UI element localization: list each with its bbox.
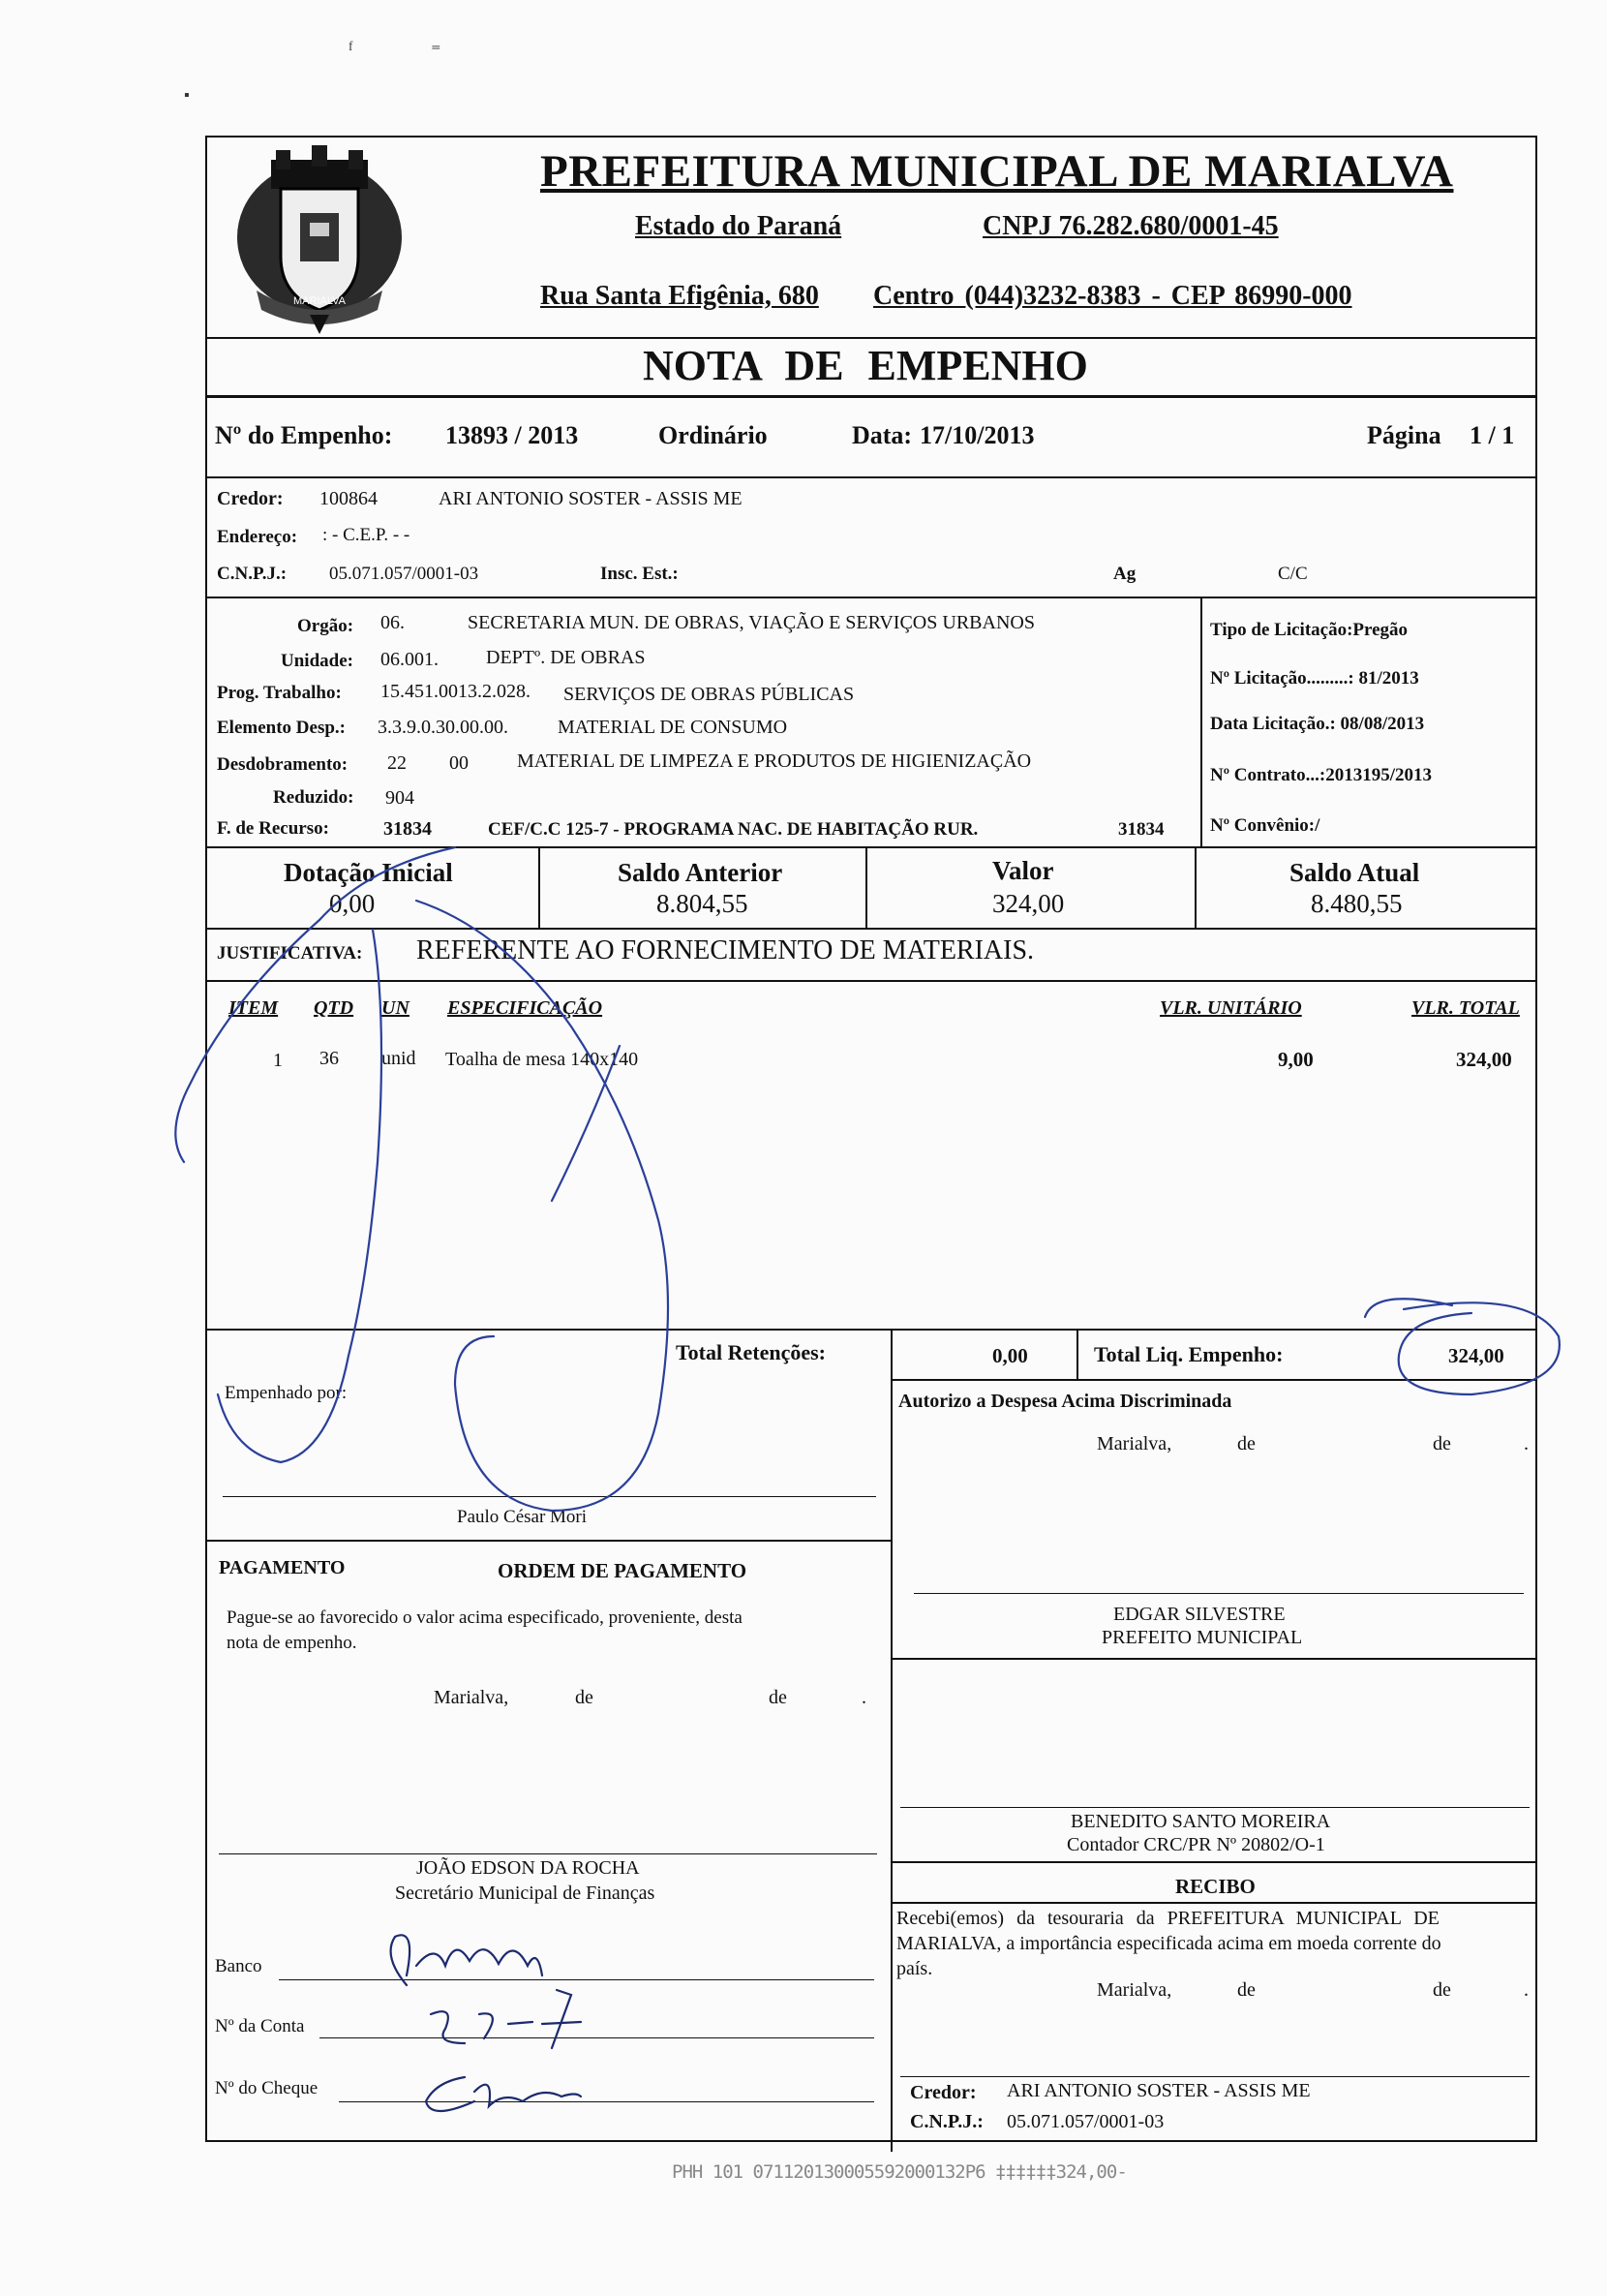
recurso-code2: 31834: [1118, 819, 1165, 840]
divider: [205, 1329, 1537, 1331]
divider: [205, 846, 1537, 848]
divider: [205, 597, 1537, 598]
micr-line: PHH 101 071120130005592000132P6 ‡‡‡‡‡‡324,00-: [672, 2161, 1127, 2183]
recibo-line-2: MARIALVA, a importância especificada acima em moeda corrente do: [896, 1933, 1441, 1954]
pagamento-city: Marialva,: [434, 1687, 509, 1708]
elemento-code: 3.3.9.0.30.00.00.: [378, 717, 508, 738]
signature-line: [219, 1853, 877, 1854]
saldo-atual-label: Saldo Atual: [1289, 858, 1420, 887]
prog-code: 15.451.0013.2.028.: [380, 681, 531, 702]
credor-name: ARI ANTONIO SOSTER - ASSIS ME: [439, 488, 743, 509]
divider: [891, 1861, 1537, 1863]
saldo-anterior-label: Saldo Anterior: [618, 858, 783, 887]
desdob-name: MATERIAL DE LIMPEZA E PRODUTOS DE HIGIENIZAÇÃO: [517, 750, 1032, 772]
elemento-name: MATERIAL DE CONSUMO: [558, 717, 788, 738]
period: .: [1524, 1433, 1529, 1454]
header-contact: Centro (044)3232-8383 - CEP 86990-000: [873, 281, 1352, 311]
prog-label: Prog. Trabalho:: [217, 683, 342, 703]
orgao-label: Orgão:: [297, 616, 354, 636]
licitacao-contrato: Nº Contrato...:2013195/2013: [1210, 765, 1432, 785]
row-espec: Toalha de mesa 140x140: [445, 1049, 639, 1070]
ordem-label: ORDEM DE PAGAMENTO: [498, 1559, 747, 1582]
retencoes-value: 0,00: [992, 1344, 1028, 1367]
licitacao-numero: Nº Licitação.........: 81/2013: [1210, 668, 1419, 689]
endereco-label: Endereço:: [217, 527, 298, 547]
signature-line: [900, 2076, 1530, 2077]
ag-label: Ag: [1113, 564, 1137, 584]
city-crest: [232, 145, 407, 339]
col-unit: VLR. UNITÁRIO: [1160, 997, 1302, 1019]
endereco-value: : - C.E.P. - -: [322, 525, 410, 545]
col-total: VLR. TOTAL: [1411, 997, 1520, 1019]
liq-label: Total Liq. Empenho:: [1094, 1342, 1284, 1366]
unidade-label: Unidade:: [281, 651, 353, 671]
signature-line: [223, 1496, 876, 1497]
divider: [891, 1329, 893, 2152]
saldo-anterior-value: 8.804,55: [656, 889, 748, 918]
licitacao-convenio: Nº Convênio:/: [1210, 815, 1320, 836]
cc-label: C/C: [1278, 564, 1308, 584]
scan-mark: ▪: [184, 87, 190, 104]
empenho-date-label: Data:: [852, 421, 913, 449]
header-address: Rua Santa Efigênia, 680: [540, 281, 819, 311]
row-un: unid: [381, 1048, 416, 1069]
recibo-credor-name: ARI ANTONIO SOSTER - ASSIS ME: [1007, 2080, 1311, 2101]
licitacao-data: Data Licitação.: 08/08/2013: [1210, 714, 1425, 734]
divider: [865, 846, 867, 928]
insc-label: Insc. Est.:: [600, 564, 679, 584]
liq-value: 324,00: [1448, 1344, 1504, 1367]
signer-title: Secretário Municipal de Finanças: [395, 1883, 655, 1904]
divider: [205, 1540, 891, 1542]
row-total: 324,00: [1456, 1048, 1512, 1071]
recurso-name: CEF/C.C 125-7 - PROGRAMA NAC. DE HABITAÇÃO RUR.: [488, 819, 979, 840]
scan-mark: ᶠ: [349, 37, 353, 61]
desdob-code: 22: [387, 752, 407, 774]
empenho-number: 13893 / 2013: [445, 421, 579, 449]
header-state: Estado do Paraná: [635, 211, 842, 241]
period: .: [862, 1687, 866, 1708]
conta-field-line: [319, 2037, 874, 2038]
recibo-credor-label: Credor:: [910, 2082, 977, 2103]
recurso-code: 31834: [383, 818, 432, 840]
divider: [205, 395, 1537, 398]
recibo-line-3: país.: [896, 1958, 933, 1979]
recibo-cnpj: 05.071.057/0001-03: [1007, 2111, 1165, 2132]
header-title: PREFEITURA MUNICIPAL DE MARIALVA: [540, 146, 1454, 197]
doc-title: NOTA DE EMPENHO: [643, 342, 1088, 389]
reduzido-value: 904: [385, 787, 414, 809]
empenho-type: Ordinário: [658, 421, 768, 449]
justificativa-text: REFERENTE AO FORNECIMENTO DE MATERIAIS.: [416, 935, 1035, 965]
divider: [891, 1902, 1537, 1904]
justificativa-label: JUSTIFICATIVA:: [217, 943, 363, 964]
cheque-field-line: [339, 2101, 874, 2102]
divider: [205, 928, 1537, 930]
divider: [891, 1379, 1537, 1381]
divider: [205, 980, 1537, 982]
prog-name: SERVIÇOS DE OBRAS PÚBLICAS: [563, 684, 855, 705]
crest-text: MARIALVA: [293, 295, 346, 307]
col-espec: ESPECIFICAÇÃO: [447, 997, 603, 1019]
retencoes-label: Total Retenções:: [676, 1340, 826, 1364]
conta-label: Nº da Conta: [215, 2016, 305, 2036]
page-number: 1 / 1: [1470, 421, 1515, 449]
autorizo-de2: de: [1433, 1433, 1451, 1454]
signature-line: [900, 1807, 1530, 1808]
scan-mark: ⁼: [431, 41, 441, 62]
autorizo-label: Autorizo a Despesa Acima Discriminada: [898, 1391, 1232, 1412]
reduzido-label: Reduzido:: [273, 787, 354, 808]
header-cnpj: CNPJ 76.282.680/0001-45: [983, 211, 1279, 241]
pagamento-de1: de: [575, 1687, 593, 1708]
divider: [891, 1658, 1537, 1660]
licitacao-tipo: Tipo de Licitação:Pregão: [1210, 620, 1409, 640]
col-item: ITEM: [228, 997, 279, 1019]
recibo-de2: de: [1433, 1979, 1451, 2001]
empenhado-signer: Paulo César Mori: [457, 1507, 588, 1527]
row-qtd: 36: [319, 1048, 339, 1069]
empenho-label: Nº do Empenho:: [215, 421, 393, 449]
cnpj-label: C.N.P.J.:: [217, 564, 288, 584]
empenho-date: 17/10/2013: [920, 421, 1035, 449]
desdob-label: Desdobramento:: [217, 754, 349, 775]
divider: [205, 337, 1537, 339]
prefeito-name: EDGAR SILVESTRE: [1113, 1604, 1286, 1625]
banco-label: Banco: [215, 1956, 262, 1976]
autorizo-de1: de: [1237, 1433, 1256, 1454]
pagamento-text-1: Pague-se ao favorecido o valor acima especificado, proveniente, desta: [227, 1607, 743, 1628]
recibo-label: RECIBO: [1175, 1875, 1256, 1898]
divider: [1195, 846, 1197, 928]
banco-field-line: [279, 1979, 874, 1980]
pagamento-text-2: nota de empenho.: [227, 1633, 357, 1653]
signature-line: [914, 1593, 1524, 1594]
dotacao-inicial-value: 0,00: [329, 889, 376, 918]
valor-value: 324,00: [992, 889, 1065, 918]
orgao-code: 06.: [380, 612, 405, 633]
row-unit: 9,00: [1278, 1048, 1314, 1071]
credor-label: Credor:: [217, 488, 284, 509]
period: .: [1524, 1979, 1529, 2001]
col-qtd: QTD: [314, 997, 354, 1019]
credor-code: 100864: [319, 488, 378, 509]
page-label: Página: [1367, 421, 1441, 449]
unidade-code: 06.001.: [380, 649, 439, 670]
cnpj-value: 05.071.057/0001-03: [329, 564, 479, 584]
recibo-de1: de: [1237, 1979, 1256, 2001]
valor-label: Valor: [992, 856, 1054, 885]
col-un: UN: [381, 997, 409, 1019]
divider: [205, 476, 1537, 478]
saldo-atual-value: 8.480,55: [1311, 889, 1403, 918]
divider: [538, 846, 540, 928]
recibo-city: Marialva,: [1097, 1979, 1172, 2001]
recibo-line-1: Recebi(emos) da tesouraria da PREFEITURA MUNICIPAL DE: [896, 1908, 1440, 1929]
divider: [1076, 1329, 1078, 1379]
contador-name: BENEDITO SANTO MOREIRA: [1071, 1811, 1331, 1832]
elemento-label: Elemento Desp.:: [217, 718, 346, 738]
pagamento-de2: de: [769, 1687, 787, 1708]
unidade-name: DEPTº. DE OBRAS: [486, 647, 646, 668]
contador-title: Contador CRC/PR Nº 20802/O-1: [1067, 1834, 1325, 1855]
row-item: 1: [273, 1050, 283, 1071]
dotacao-inicial-label: Dotação Inicial: [284, 858, 453, 887]
pagamento-label: PAGAMENTO: [219, 1557, 346, 1578]
autorizo-city: Marialva,: [1097, 1433, 1172, 1454]
recibo-cnpj-label: C.N.P.J.:: [910, 2111, 984, 2132]
recurso-label: F. de Recurso:: [217, 818, 329, 839]
cheque-label: Nº do Cheque: [215, 2078, 318, 2098]
signer-name: JOÃO EDSON DA ROCHA: [416, 1857, 640, 1879]
desdob-sub: 00: [449, 752, 469, 774]
prefeito-title: PREFEITO MUNICIPAL: [1102, 1627, 1303, 1648]
orgao-name: SECRETARIA MUN. DE OBRAS, VIAÇÃO E SERVIÇOS URBANOS: [468, 612, 1035, 633]
empenhado-label: Empenhado por:: [225, 1383, 348, 1403]
divider: [1200, 597, 1202, 846]
